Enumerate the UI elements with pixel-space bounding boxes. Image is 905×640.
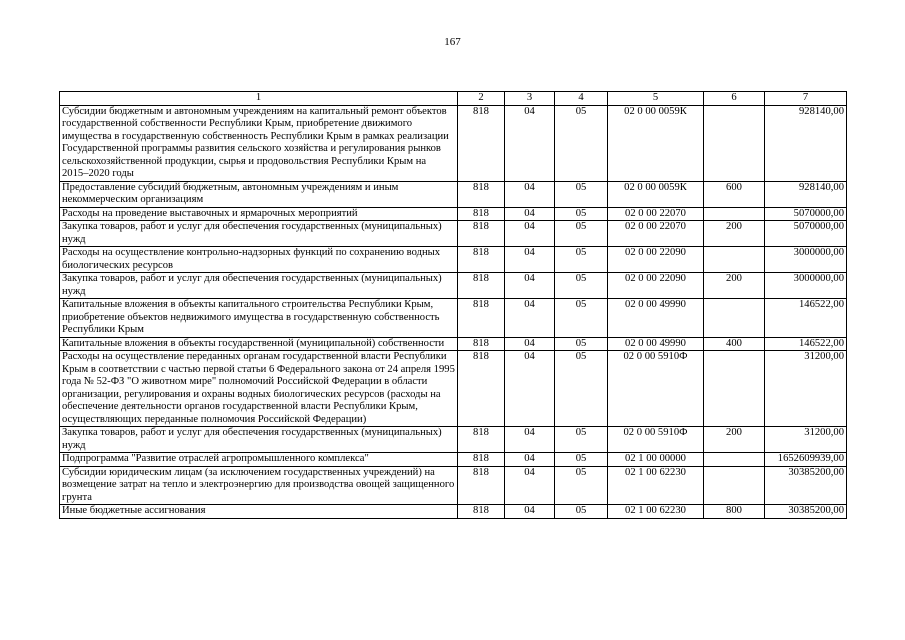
admin-code-cell: 818 [458,221,505,247]
admin-code-cell: 818 [458,299,505,338]
target-article-cell: 02 0 00 0059К [608,105,704,181]
section-cell: 04 [505,337,555,351]
subsection-cell: 05 [555,466,608,505]
section-cell: 04 [505,207,555,221]
target-article-cell: 02 0 00 22070 [608,221,704,247]
description-cell: Субсидии юридическим лицам (за исключением государственных учреждений) на возмещение затрат на тепло и электроэнергию для производства овощей защищенного грунта [60,466,458,505]
header-cell-7: 7 [765,92,847,106]
target-article-cell: 02 0 00 22090 [608,247,704,273]
subsection-cell: 05 [555,351,608,427]
table-row [60,351,847,427]
description-cell: Расходы на осуществление переданных органам государственной власти Республики Крым в соответствии с частью первой статьи 6 Федерального закона от 24 апреля 1995 года № 52-ФЗ "О животном мире" полномочий Российской Федерации в области организации, регулирования и охраны водных биологических ресурсов (расходы на обеспечение деятельности органов государственной власти Республики Крым, осуществляющих переданные полномочия Российской Федерации) [60,351,458,427]
amount-cell: 146522,00 [765,299,847,338]
admin-code-cell: 818 [458,453,505,467]
table-row [60,466,847,505]
expense-type-cell: 200 [704,427,765,453]
admin-code-cell: 818 [458,247,505,273]
amount-cell: 3000000,00 [765,273,847,299]
amount-cell: 31200,00 [765,351,847,427]
section-cell: 04 [505,105,555,181]
header-cell-1: 1 [60,92,458,106]
target-article-cell: 02 0 00 22090 [608,273,704,299]
admin-code-cell: 818 [458,427,505,453]
header-cell-6: 6 [704,92,765,106]
description-cell: Капитальные вложения в объекты государственной (муниципальной) собственности [60,337,458,351]
target-article-cell: 02 0 00 49990 [608,337,704,351]
expense-type-cell: 200 [704,221,765,247]
description-cell: Предоставление субсидий бюджетным, автономным учреждениям и иным некоммерческим организациям [60,181,458,207]
subsection-cell: 05 [555,221,608,247]
description-cell: Субсидии бюджетным и автономным учреждениям на капитальный ремонт объектов государственной собственности Республики Крым, приобретение движимого имущества в государственную собственность Республики Крым в рамках реализации Государственной программы развития сельского хозяйства и регулирования рынков сельскохозяйственной продукции, сырья и продовольствия Республики Крым на 2015–2020 годы [60,105,458,181]
table-row [60,453,847,467]
header-cell-3: 3 [505,92,555,106]
amount-cell: 928140,00 [765,181,847,207]
target-article-cell: 02 0 00 22070 [608,207,704,221]
section-cell: 04 [505,351,555,427]
header-cell-4: 4 [555,92,608,106]
section-cell: 04 [505,299,555,338]
subsection-cell: 05 [555,299,608,338]
amount-cell: 1652609939,00 [765,453,847,467]
expense-type-cell: 600 [704,181,765,207]
subsection-cell: 05 [555,427,608,453]
page-number: 167 [444,36,461,48]
section-cell: 04 [505,466,555,505]
subsection-cell: 05 [555,453,608,467]
admin-code-cell: 818 [458,466,505,505]
description-cell: Подпрограмма "Развитие отраслей агропромышленного комплекса" [60,453,458,467]
amount-cell: 146522,00 [765,337,847,351]
header-cell-5: 5 [608,92,704,106]
admin-code-cell: 818 [458,181,505,207]
expense-type-cell [704,207,765,221]
header-cell-2: 2 [458,92,505,106]
table-row [60,181,847,207]
section-cell: 04 [505,273,555,299]
subsection-cell: 05 [555,105,608,181]
description-cell: Иные бюджетные ассигнования [60,505,458,519]
target-article-cell: 02 0 00 0059К [608,181,704,207]
description-cell: Закупка товаров, работ и услуг для обеспечения государственных (муниципальных) нужд [60,221,458,247]
amount-cell: 31200,00 [765,427,847,453]
expense-type-cell [704,466,765,505]
section-cell: 04 [505,247,555,273]
section-cell: 04 [505,453,555,467]
section-cell: 04 [505,427,555,453]
expense-type-cell [704,453,765,467]
admin-code-cell: 818 [458,207,505,221]
target-article-cell: 02 0 00 5910Ф [608,427,704,453]
table-row [60,273,847,299]
table-row [60,427,847,453]
description-cell: Закупка товаров, работ и услуг для обеспечения государственных (муниципальных) нужд [60,273,458,299]
header-row [60,92,847,106]
table-row [60,207,847,221]
amount-cell: 5070000,00 [765,207,847,221]
expense-type-cell: 400 [704,337,765,351]
expense-type-cell [704,247,765,273]
table-row [60,221,847,247]
admin-code-cell: 818 [458,105,505,181]
amount-cell: 30385200,00 [765,466,847,505]
section-cell: 04 [505,181,555,207]
target-article-cell: 02 1 00 62230 [608,466,704,505]
subsection-cell: 05 [555,273,608,299]
admin-code-cell: 818 [458,273,505,299]
target-article-cell: 02 1 00 62230 [608,505,704,519]
admin-code-cell: 818 [458,505,505,519]
subsection-cell: 05 [555,247,608,273]
target-article-cell: 02 0 00 49990 [608,299,704,338]
expense-type-cell: 800 [704,505,765,519]
expense-type-cell [704,351,765,427]
description-cell: Закупка товаров, работ и услуг для обеспечения государственных (муниципальных) нужд [60,427,458,453]
table-row [60,247,847,273]
table-row [60,105,847,181]
description-cell: Расходы на проведение выставочных и ярмарочных мероприятий [60,207,458,221]
budget-table [59,91,847,519]
target-article-cell: 02 1 00 00000 [608,453,704,467]
subsection-cell: 05 [555,505,608,519]
table-row [60,505,847,519]
admin-code-cell: 818 [458,351,505,427]
admin-code-cell: 818 [458,337,505,351]
amount-cell: 928140,00 [765,105,847,181]
subsection-cell: 05 [555,337,608,351]
expense-type-cell [704,299,765,338]
target-article-cell: 02 0 00 5910Ф [608,351,704,427]
amount-cell: 30385200,00 [765,505,847,519]
section-cell: 04 [505,505,555,519]
amount-cell: 3000000,00 [765,247,847,273]
expense-type-cell [704,105,765,181]
table-row [60,299,847,338]
table-row [60,337,847,351]
description-cell: Капитальные вложения в объекты капитального строительства Республики Крым, приобретение объектов недвижимого имущества в государственную собственность Республики Крым [60,299,458,338]
section-cell: 04 [505,221,555,247]
amount-cell: 5070000,00 [765,221,847,247]
expense-type-cell: 200 [704,273,765,299]
subsection-cell: 05 [555,207,608,221]
description-cell: Расходы на осуществление контрольно-надзорных функций по сохранению водных биологических ресурсов [60,247,458,273]
subsection-cell: 05 [555,181,608,207]
